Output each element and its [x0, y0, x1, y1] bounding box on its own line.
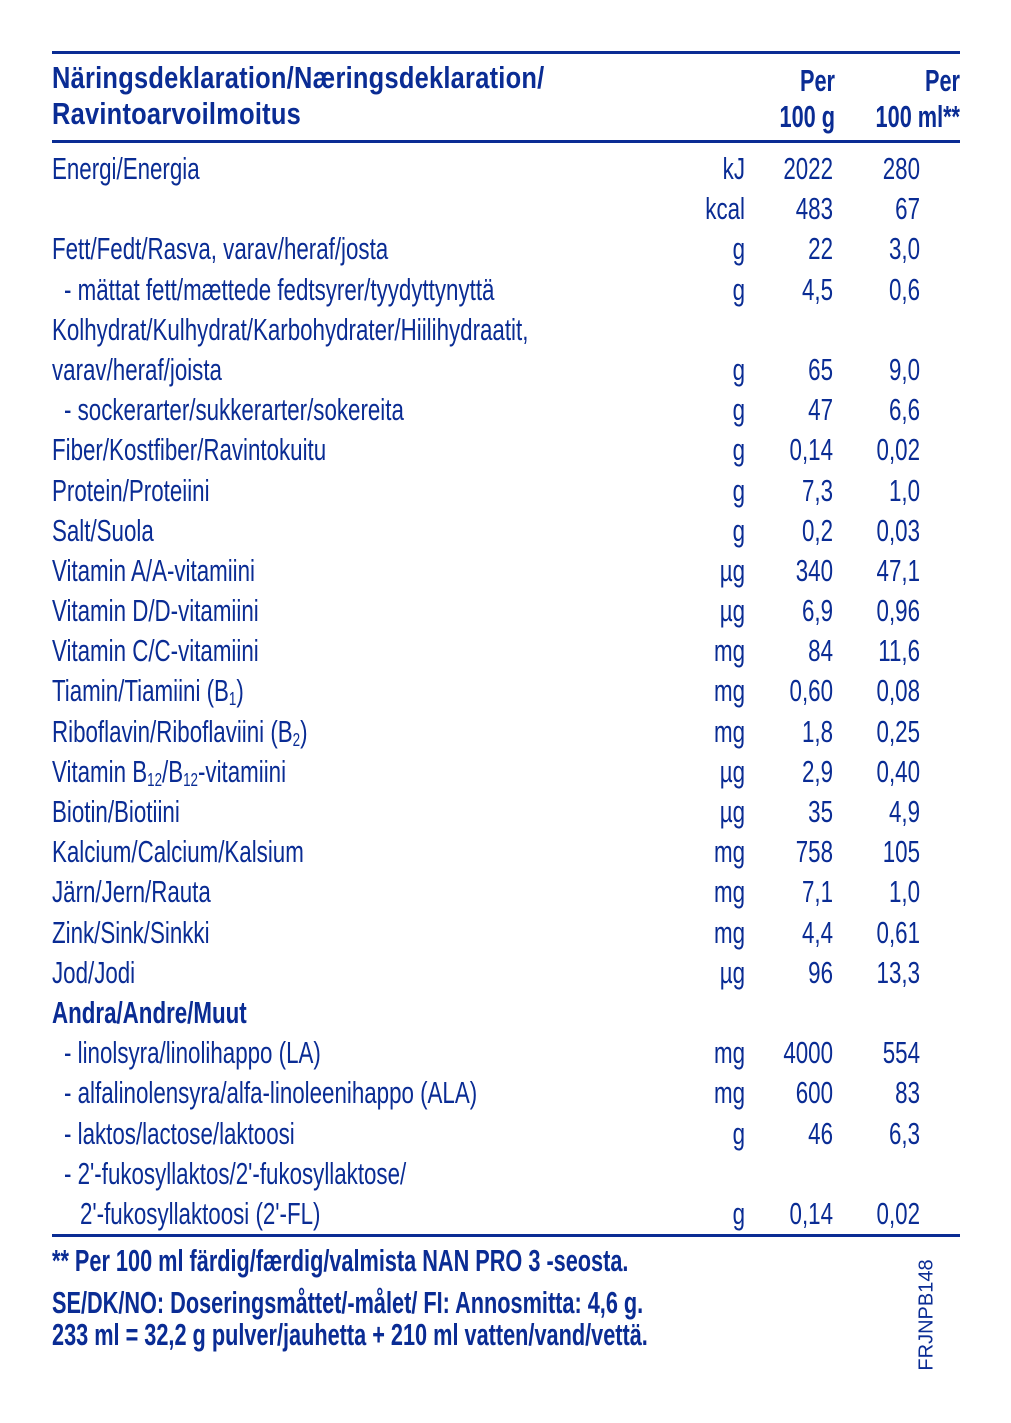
nutrient-unit: g [732, 512, 745, 548]
nutrient-label: Fett/Fedt/Rasva, varav/heraf/josta [52, 231, 389, 267]
nutrient-label: - 2'-fukosyllaktos/2'-fukosyllaktose/ [64, 1155, 407, 1191]
value-per-100ml: 0,96 [876, 593, 920, 629]
table-row [52, 1194, 960, 1234]
value-per-100g: 758 [795, 834, 833, 870]
value-per-100g: 600 [795, 1075, 833, 1111]
nutrient-label: - alfalinolensyra/alfa-linoleenihappo (ALA) [64, 1075, 478, 1111]
value-per-100g: 4000 [783, 1035, 833, 1071]
value-per-100g: 35 [808, 794, 833, 829]
value-per-100g: 7,1 [801, 874, 833, 910]
col2-line-1: Per [925, 63, 960, 98]
value-per-100g: 22 [808, 231, 833, 267]
dosage-note: SE/DK/NO: Doseringsmåttet/-målet/ FI: Annosmitta: 4,6 g. [52, 1285, 644, 1321]
table-row [52, 270, 960, 310]
nutrient-unit: g [732, 351, 745, 387]
nutrient-label: - mättat fett/mættede fedtsyrer/tyydyttynyttä [64, 271, 495, 307]
value-per-100ml: 13,3 [876, 954, 920, 990]
value-per-100ml: 0,6 [888, 271, 920, 307]
column-header-per-100g [751, 63, 835, 135]
footnote: ** Per 100 ml färdig/færdig/valmista NAN PRO 3 -seosta. [52, 1243, 629, 1279]
label-text: ) [300, 713, 308, 749]
value-per-100g: 340 [795, 552, 833, 588]
table-row [52, 752, 960, 792]
value-per-100ml: 6,3 [888, 1115, 920, 1151]
nutrient-unit: kcal [705, 191, 745, 227]
nutrient-label: Vitamin D/D-vitamiini [52, 593, 259, 629]
nutrient-label: Vitamin A/A-vitamiini [52, 552, 256, 588]
nutrient-unit: mg [713, 1035, 745, 1071]
value-per-100g: 65 [808, 351, 833, 387]
label-text: /B [162, 753, 184, 789]
value-per-100ml: 280 [882, 151, 920, 186]
nutrient-label [52, 671, 244, 711]
label-subscript: 2 [292, 728, 301, 750]
nutrient-unit: g [732, 231, 745, 267]
nutrient-label: - linolsyra/linolihappo (LA) [64, 1035, 321, 1071]
nutrient-unit: g [732, 1115, 745, 1151]
value-per-100ml: 9,0 [888, 351, 920, 387]
col1-line-2: 100 g [779, 99, 835, 134]
nutrient-label: Kolhydrat/Kulhydrat/Karbohydrater/Hiilihydraatit, [52, 311, 529, 347]
label-text: Vitamin B [52, 753, 148, 789]
value-per-100ml: 47,1 [876, 552, 920, 588]
table-row [52, 229, 960, 269]
table-row [52, 913, 960, 953]
column-header-per-100ml [862, 63, 960, 135]
value-per-100ml: 0,25 [876, 713, 920, 749]
nutrient-unit: mg [713, 874, 745, 910]
nutrient-unit: g [732, 392, 745, 428]
table-row [52, 712, 960, 752]
nutrient-label: Zink/Sink/Sinkki [52, 914, 210, 950]
value-per-100ml: 0,02 [876, 1195, 920, 1231]
value-per-100ml: 1,0 [888, 472, 920, 508]
table-row [52, 591, 960, 631]
nutrient-label [52, 712, 308, 752]
nutrient-unit: g [732, 432, 745, 468]
table-row [52, 671, 960, 711]
value-per-100g: 0,14 [789, 432, 833, 468]
value-per-100g: 7,3 [801, 472, 833, 508]
value-per-100g: 96 [808, 954, 833, 990]
col2-line-2: 100 ml** [875, 99, 960, 134]
nutrient-label: Protein/Proteiini [52, 472, 210, 508]
nutrient-label: Biotin/Biotiini [52, 794, 180, 829]
nutrient-unit: mg [713, 834, 745, 870]
nutrient-label: Salt/Suola [52, 512, 154, 548]
nutrient-label: Järn/Jern/Rauta [52, 874, 211, 910]
label-text: Riboflavin/Riboflaviini (B [52, 713, 293, 749]
nutrient-label: Vitamin C/C-vitamiini [52, 633, 259, 669]
title-line-1: Näringsdeklaration/Næringsdeklaration/ [52, 60, 545, 95]
nutrient-label: Jod/Jodi [52, 954, 136, 990]
nutrient-label: varav/heraf/joista [52, 351, 222, 387]
table-row [52, 953, 960, 993]
table-row [52, 310, 960, 350]
nutrient-rows [52, 143, 960, 1234]
nutrient-unit: mg [713, 673, 745, 709]
label-text: Tiamin/Tiamiini (B [52, 673, 229, 709]
nutrition-panel [52, 51, 960, 1371]
value-per-100ml: 105 [882, 834, 920, 870]
table-row [52, 993, 960, 1033]
table-row [52, 149, 960, 189]
nutrient-label [52, 752, 286, 792]
table-row [52, 390, 960, 430]
nutrient-unit: µg [719, 954, 745, 990]
product-code [916, 1245, 938, 1385]
value-per-100ml: 0,02 [876, 432, 920, 468]
table-row [52, 189, 960, 229]
table-row [52, 350, 960, 390]
value-per-100ml: 0,40 [876, 753, 920, 789]
nutrient-label: - laktos/lactose/laktoosi [64, 1115, 295, 1151]
value-per-100ml: 1,0 [888, 874, 920, 910]
table-row [52, 1114, 960, 1154]
value-per-100ml: 3,0 [888, 231, 920, 267]
label-subscript: 12 [147, 768, 163, 790]
label-text: ) [236, 673, 244, 709]
value-per-100g: 1,8 [801, 713, 833, 749]
nutrient-unit: kJ [722, 151, 745, 186]
nutrient-label: - sockerarter/sukkerarter/sokereita [64, 392, 404, 428]
nutrient-label: Andra/Andre/Muut [52, 994, 247, 1030]
table-row [52, 872, 960, 912]
value-per-100g: 0,14 [789, 1195, 833, 1231]
nutrient-unit: g [732, 472, 745, 508]
value-per-100ml: 0,03 [876, 512, 920, 548]
nutrient-label: 2'-fukosyllaktoosi (2'-FL) [80, 1195, 321, 1231]
value-per-100g: 6,9 [801, 593, 833, 629]
col1-line-1: Per [800, 63, 835, 98]
table-header [52, 54, 960, 140]
value-per-100g: 84 [808, 633, 833, 669]
label-subscript: 1 [228, 688, 237, 710]
nutrient-unit: µg [719, 794, 745, 829]
value-per-100ml: 0,08 [876, 673, 920, 709]
product-code-text: FRJNPB148 [915, 1259, 938, 1371]
value-per-100g: 4,5 [801, 271, 833, 307]
nutrient-unit: µg [719, 753, 745, 789]
nutrient-unit: mg [713, 713, 745, 749]
value-per-100g: 2022 [783, 151, 833, 186]
table-row [52, 1073, 960, 1113]
table-row [52, 511, 960, 551]
label-text: -vitamiini [198, 753, 287, 789]
nutrient-unit: µg [719, 593, 745, 629]
nutrient-label: Kalcium/Calcium/Kalsium [52, 834, 304, 870]
title-line-2: Ravintoarvoilmoitus [52, 96, 302, 131]
nutrient-unit: µg [719, 552, 745, 588]
value-per-100ml: 83 [895, 1075, 920, 1111]
nutrient-label: Energi/Energia [52, 151, 200, 186]
value-per-100g: 46 [808, 1115, 833, 1151]
nutrient-unit: mg [713, 1075, 745, 1111]
value-per-100g: 47 [808, 392, 833, 428]
nutrient-label: Fiber/Kostfiber/Ravintokuitu [52, 432, 327, 468]
table-row [52, 1033, 960, 1073]
label-subscript: 12 [183, 768, 199, 790]
value-per-100ml: 0,61 [876, 914, 920, 950]
value-per-100g: 0,60 [789, 673, 833, 709]
table-row [52, 631, 960, 671]
value-per-100ml: 554 [882, 1035, 920, 1071]
value-per-100g: 2,9 [801, 753, 833, 789]
table-row [52, 471, 960, 511]
value-per-100ml: 6,6 [888, 392, 920, 428]
table-row [52, 1154, 960, 1194]
value-per-100ml: 67 [895, 191, 920, 227]
value-per-100g: 0,2 [801, 512, 833, 548]
table-row [52, 551, 960, 591]
value-per-100g: 483 [795, 191, 833, 227]
value-per-100ml: 11,6 [878, 633, 920, 669]
nutrient-unit: mg [713, 914, 745, 950]
value-per-100g: 4,4 [801, 914, 833, 950]
value-per-100ml: 4,9 [888, 794, 920, 829]
table-row [52, 832, 960, 872]
table-row [52, 430, 960, 470]
nutrient-unit: mg [713, 633, 745, 669]
nutrient-unit: g [732, 271, 745, 307]
table-title [52, 60, 797, 132]
nutrient-unit: g [732, 1195, 745, 1231]
preparation-note: 233 ml = 32,2 g pulver/jauhetta + 210 ml vatten/vand/vettä. [52, 1317, 648, 1353]
footer [52, 1237, 960, 1371]
table-row [52, 792, 960, 832]
